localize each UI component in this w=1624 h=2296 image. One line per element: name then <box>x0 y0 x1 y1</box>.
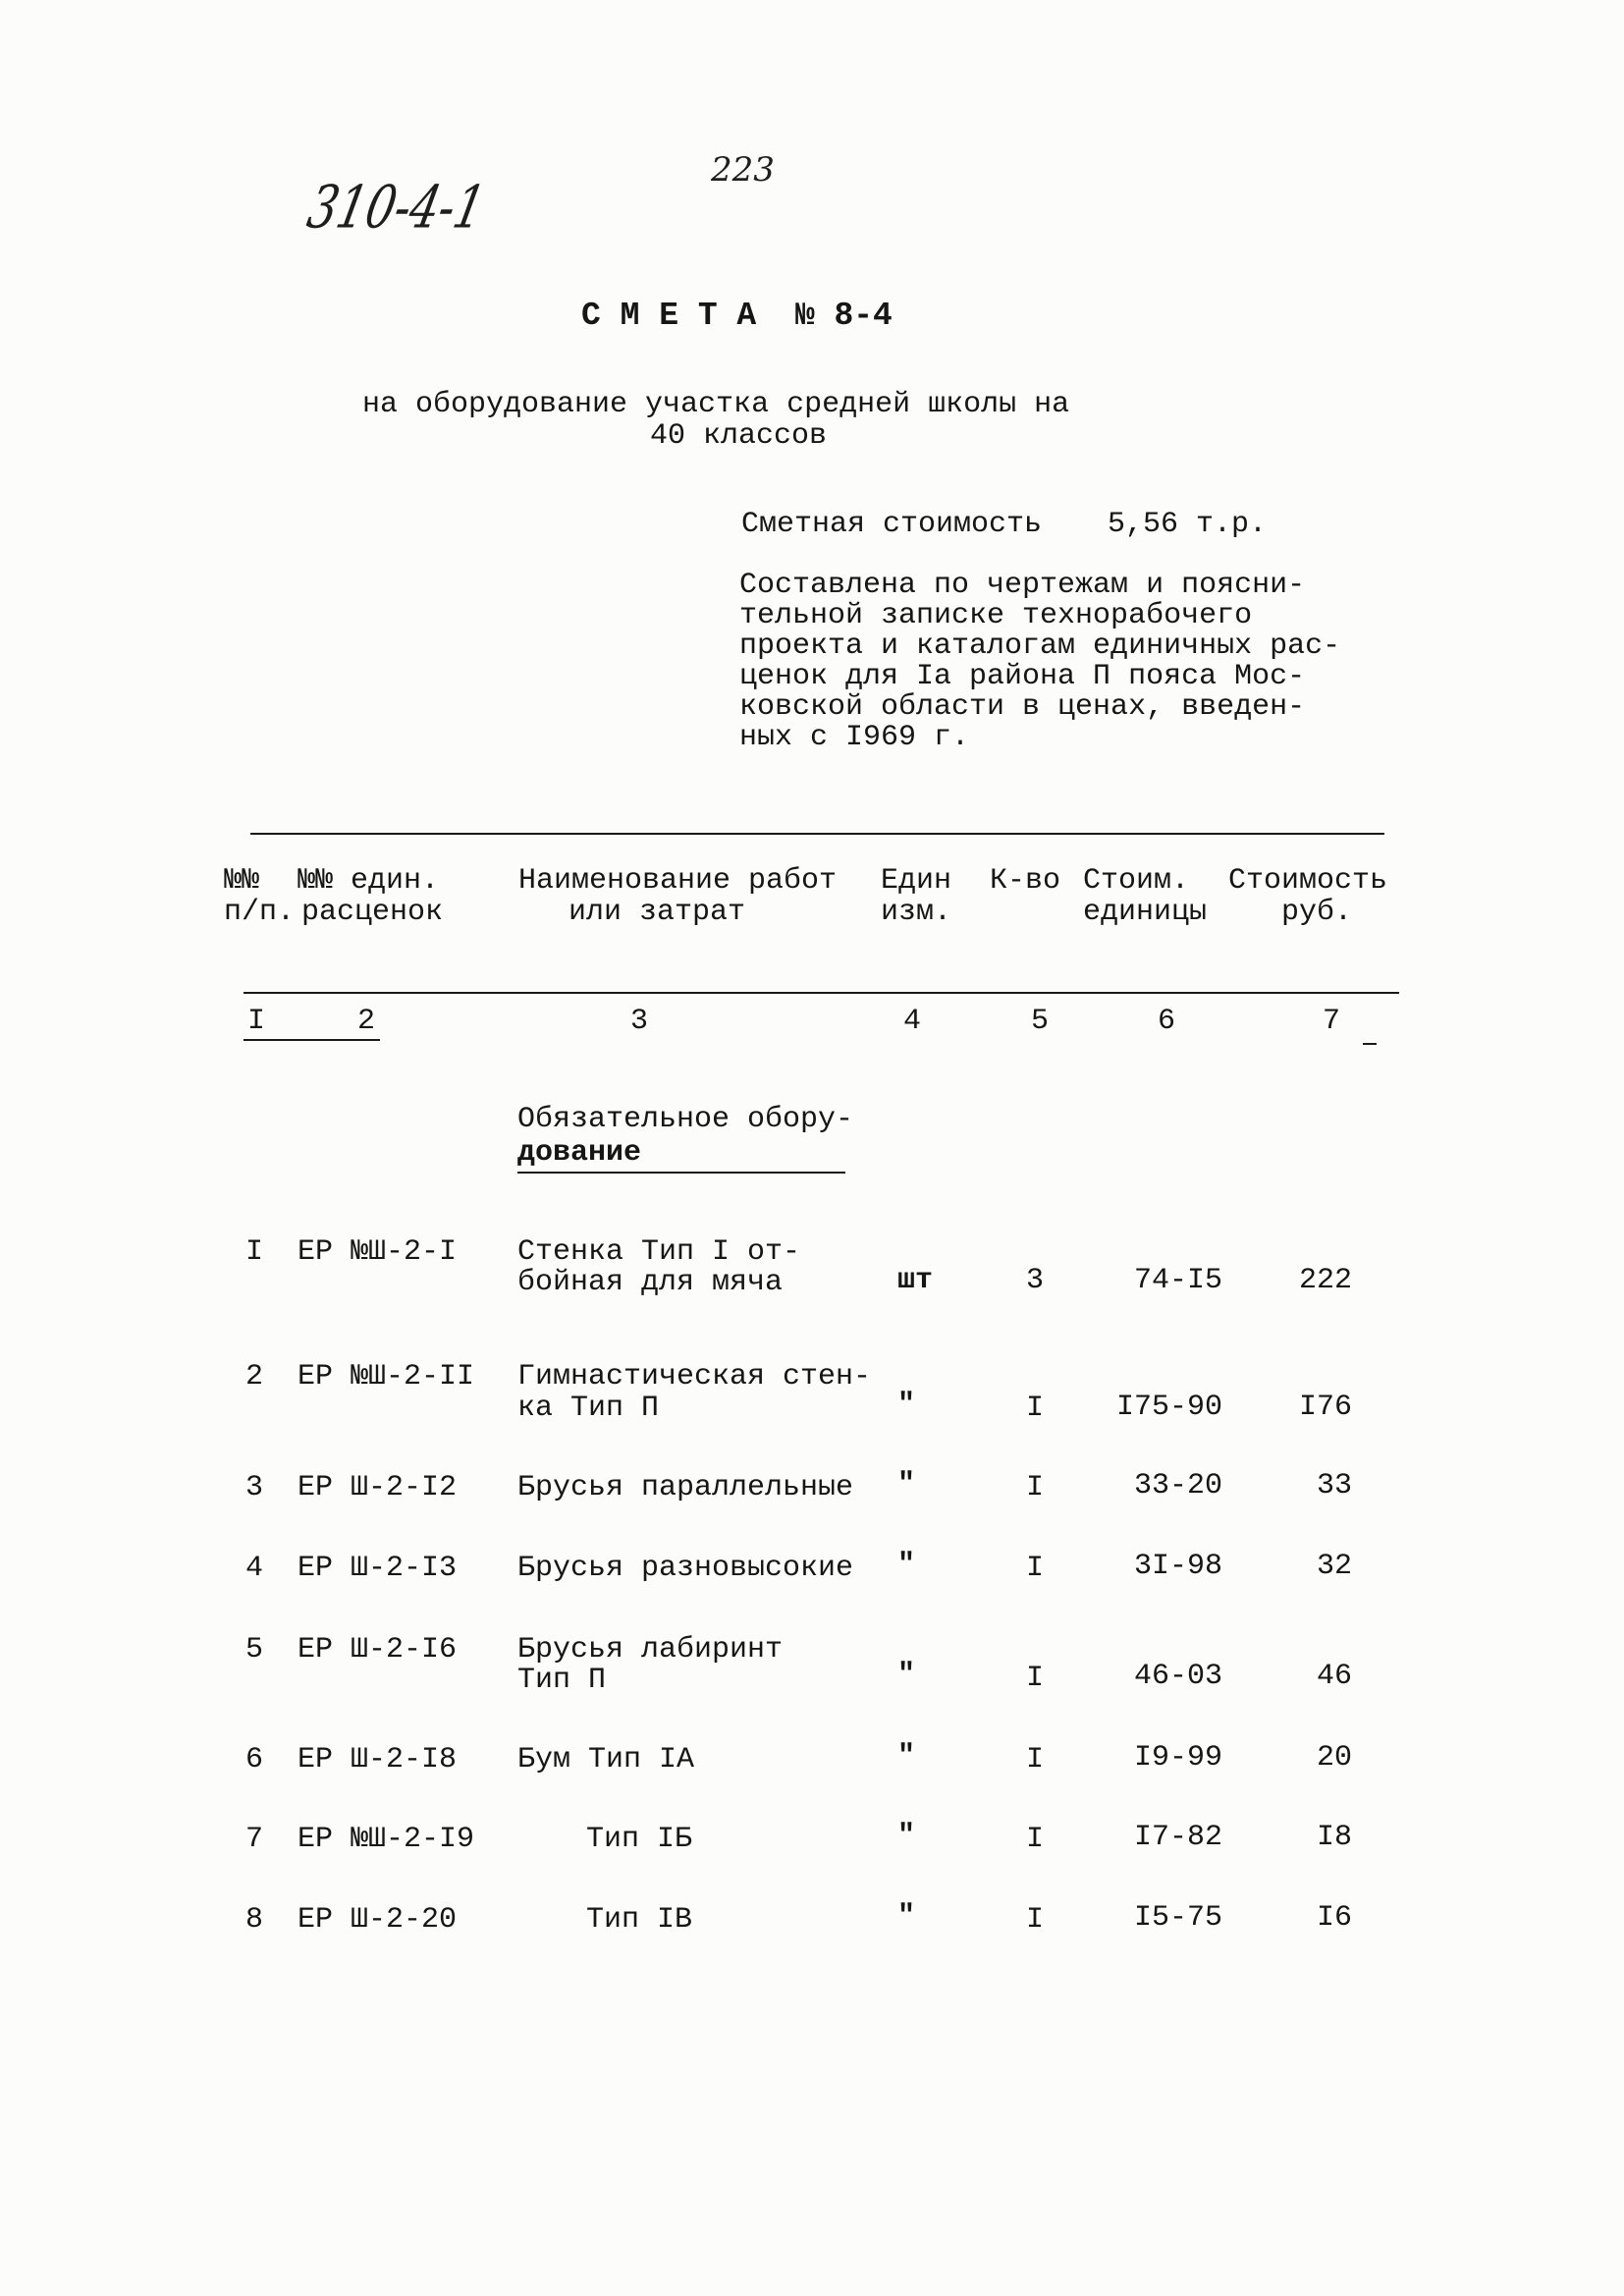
description-line: ценок для Iа района П пояса Мос- <box>739 660 1306 693</box>
header-unit: Един <box>881 864 952 898</box>
row-name: Брусья лабиринт <box>517 1633 784 1667</box>
row-unit-cost: 3I-98 <box>1133 1550 1222 1583</box>
row-number: 2 <box>245 1360 264 1394</box>
page-number: 223 <box>711 150 775 190</box>
row-unit-ditto: " <box>897 1740 916 1774</box>
row-total: 32 <box>1316 1550 1352 1583</box>
column-number: 5 <box>1031 1005 1050 1038</box>
column-number: I <box>247 1005 266 1038</box>
stray-dash-mark <box>1363 1043 1377 1045</box>
row-name: ка Тип П <box>517 1392 660 1425</box>
header-unit-cost-sub: единицы <box>1083 896 1208 929</box>
row-rate-code: ЕР №Ш-2-I <box>298 1235 458 1269</box>
row-total: I6 <box>1316 1901 1352 1935</box>
description-line: тельной записке технорабочего <box>739 599 1253 632</box>
row-unit-cost: I75-90 <box>1115 1391 1222 1424</box>
document-title: С М Е Т А № 8-4 <box>581 298 893 334</box>
header-quantity: К-во <box>990 864 1061 898</box>
section-title-underline <box>517 1172 845 1174</box>
row-unit-ditto: " <box>897 1468 916 1502</box>
subtitle-line-1: на оборудование участка средней школы на <box>362 388 1070 421</box>
header-unit-cost: Стоим. <box>1083 864 1190 898</box>
row-name: бойная для мяча <box>517 1266 784 1299</box>
row-quantity: 3 <box>1026 1264 1045 1297</box>
row-unit-cost: 46-03 <box>1133 1660 1222 1693</box>
row-name: Стенка Тип I от- <box>517 1235 801 1269</box>
description-line: проекта и каталогам единичных рас- <box>739 629 1341 663</box>
handwritten-code: 310-4-1 <box>301 172 491 242</box>
header-number: №№ <box>224 864 260 898</box>
row-total: 222 <box>1298 1264 1352 1297</box>
row-name: Брусья разновысокие <box>517 1552 854 1585</box>
row-number: 6 <box>245 1743 264 1777</box>
cost-value: 5,56 т.р. <box>1108 508 1268 541</box>
row-name: Гимнастическая стен- <box>517 1360 872 1394</box>
row-rate-code: ЕР №Ш-2-II <box>298 1360 475 1394</box>
row-unit-cost: I5-75 <box>1133 1901 1222 1935</box>
row-name: Бум Тип IА <box>517 1743 695 1777</box>
row-quantity: I <box>1026 1743 1045 1777</box>
header-name: Наименование работ <box>518 864 838 898</box>
row-number: 5 <box>245 1633 264 1667</box>
description-line: ковской области в ценах, введен- <box>739 690 1306 724</box>
row-unit-cost: 74-I5 <box>1133 1264 1222 1297</box>
row-total: 46 <box>1316 1660 1352 1693</box>
row-quantity: I <box>1026 1392 1045 1425</box>
column-number: 3 <box>630 1005 649 1038</box>
row-rate-code: ЕР Ш-2-I3 <box>298 1552 458 1585</box>
subtitle-line-2: 40 классов <box>650 419 828 453</box>
row-name: Тип IБ <box>586 1823 693 1856</box>
row-total: I76 <box>1298 1391 1352 1424</box>
row-rate-code: ЕР Ш-2-I2 <box>298 1471 458 1504</box>
row-number: 3 <box>245 1471 264 1504</box>
header-total-sub: руб. <box>1281 896 1353 929</box>
row-unit-ditto: " <box>897 1820 916 1853</box>
row-unit-cost: I7-82 <box>1133 1821 1222 1854</box>
row-rate-code: ЕР Ш-2-I6 <box>298 1633 458 1667</box>
row-number: 8 <box>245 1903 264 1937</box>
table-top-rule <box>250 833 1384 835</box>
row-total: 20 <box>1316 1741 1352 1775</box>
section-title-line-2: дование <box>517 1136 642 1170</box>
row-quantity: I <box>1026 1823 1045 1856</box>
column-number: 4 <box>903 1005 922 1038</box>
row-unit-cost: I9-99 <box>1133 1741 1222 1775</box>
row-unit-ditto: " <box>897 1549 916 1582</box>
row-unit-ditto: " <box>897 1389 916 1422</box>
column-number: 7 <box>1323 1005 1341 1038</box>
section-title-line-1: Обязательное обору- <box>517 1103 854 1136</box>
description-line: Составлена по чертежам и поясни- <box>739 569 1306 602</box>
row-quantity: I <box>1026 1471 1045 1504</box>
row-rate-code: ЕР Ш-2-20 <box>298 1903 458 1937</box>
cost-label: Сметная стоимость <box>741 508 1043 541</box>
row-number: I <box>245 1235 264 1269</box>
row-name: Тип IВ <box>586 1903 693 1937</box>
header-rate-code-sub: расценок <box>301 896 444 929</box>
header-name-sub: или затрат <box>568 896 746 929</box>
row-name: Тип П <box>517 1664 607 1697</box>
column-number-underline <box>244 1039 380 1041</box>
row-unit-ditto: " <box>897 1900 916 1934</box>
row-number: 4 <box>245 1552 264 1585</box>
row-unit: шт <box>897 1264 934 1297</box>
row-total: 33 <box>1316 1469 1352 1503</box>
row-quantity: I <box>1026 1552 1045 1585</box>
row-total: I8 <box>1316 1821 1352 1854</box>
row-rate-code: ЕР Ш-2-I8 <box>298 1743 458 1777</box>
column-number: 2 <box>357 1005 376 1038</box>
header-unit-sub: изм. <box>881 896 952 929</box>
column-number: 6 <box>1158 1005 1176 1038</box>
description-line: ных с I969 г. <box>739 721 970 754</box>
row-rate-code: ЕР №Ш-2-I9 <box>298 1823 475 1856</box>
row-name: Брусья параллельные <box>517 1471 854 1504</box>
header-total: Стоимость <box>1228 864 1388 898</box>
row-quantity: I <box>1026 1903 1045 1937</box>
row-number: 7 <box>245 1823 264 1856</box>
header-number-sub: п/п. <box>224 896 296 929</box>
row-unit-cost: 33-20 <box>1133 1469 1222 1503</box>
header-rate-code: №№ един. <box>298 864 440 898</box>
table-header-rule <box>244 992 1399 994</box>
row-unit-ditto: " <box>897 1659 916 1692</box>
row-quantity: I <box>1026 1662 1045 1695</box>
